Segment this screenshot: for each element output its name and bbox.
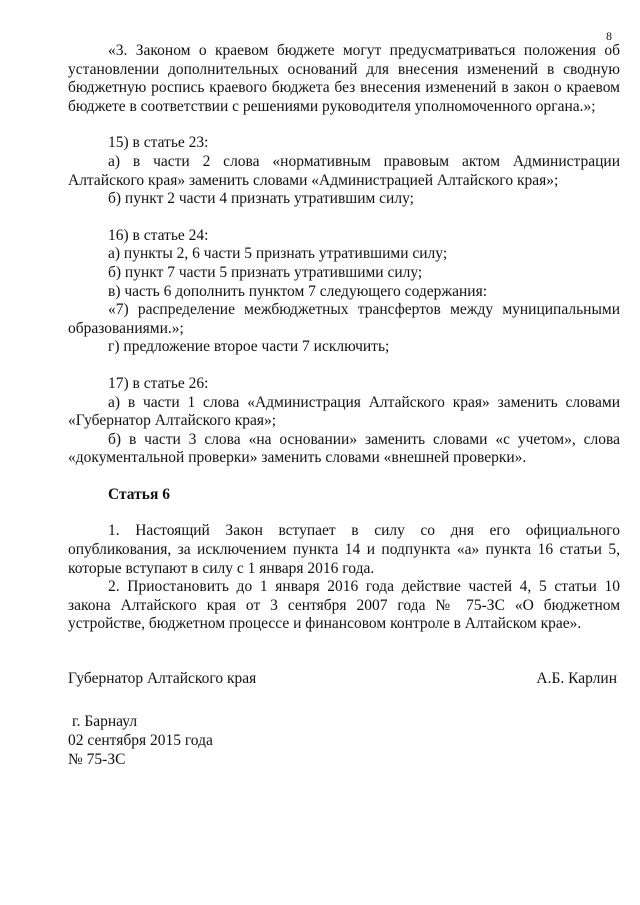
item-16-heading: 16) в статье 24: — [108, 226, 209, 244]
paragraph-intro-quote: «3. Законом о краевом бюджете могут предусматриваться положения об установлении дополнительных оснований для внесения изменений в сводную бюджетную роспись краевого бюджета без внесения изменений в закон о краевом бюджете в соответствии с решениями руководителя уполномоченного органа.»; — [68, 42, 620, 115]
article-6-paragraph-2: 2. Приостановить до 1 января 2016 года действие частей 4, 5 статьи 10 закона Алтайского края от 3 сентября 2007 года № 75-ЗС «О бюджетном устройстве, бюджетном процессе и финансовом контроле в Алтайском крае». — [68, 578, 620, 633]
item-17-a: а) в части 1 слова «Администрация Алтайского края» заменить словами «Губернатор Алтайского края»; — [68, 393, 620, 430]
item-17-b: б) в части 3 слова «на основании» заменить словами «с учетом», слова «документальной проверки» заменить словами «внешней проверки». — [68, 430, 620, 467]
item-15-a: а) в части 2 слова «нормативным правовым актом Администрации Алтайского края» заменить словами «Администрацией Алтайского края»; — [68, 152, 620, 189]
item-15-b: б) пункт 2 части 4 признать утратившим силу; — [108, 190, 414, 208]
item-16-a: а) пункты 2, 6 части 5 признать утратившими силу; — [108, 245, 448, 263]
signatory-position: Губернатор Алтайского края — [68, 670, 257, 687]
signatory-name: А.Б. Карлин — [536, 670, 617, 687]
item-16-b: б) пункт 7 части 5 признать утратившими силу; — [108, 263, 423, 281]
issue-date: 02 сентября 2015 года — [68, 732, 213, 749]
item-16-quote: «7) распределение межбюджетных трансфертов между муниципальными образованиями.»; — [68, 301, 620, 337]
document-body — [68, 42, 620, 634]
article-6-paragraph-1: 1. Настоящий Закон вступает в силу со дня его официального опубликования, за исключением пункта 14 и подпункта «а» пункта 16 статьи 5, которые вступают в силу с 1 января 2016 года. — [68, 522, 620, 577]
item-16-g: г) предложение второе части 7 исключить; — [108, 338, 390, 356]
item-17-heading: 17) в статье 26: — [108, 374, 209, 392]
item-15-heading: 15) в статье 23: — [108, 134, 209, 152]
item-16-v: в) часть 6 дополнить пунктом 7 следующего содержания: — [108, 282, 488, 300]
page-number: 8 — [606, 29, 612, 43]
article-6-heading: Статья 6 — [108, 485, 170, 503]
issue-city: г. Барнаул — [72, 713, 138, 730]
issue-details — [68, 712, 213, 769]
issue-number: № 75-ЗС — [68, 751, 126, 768]
